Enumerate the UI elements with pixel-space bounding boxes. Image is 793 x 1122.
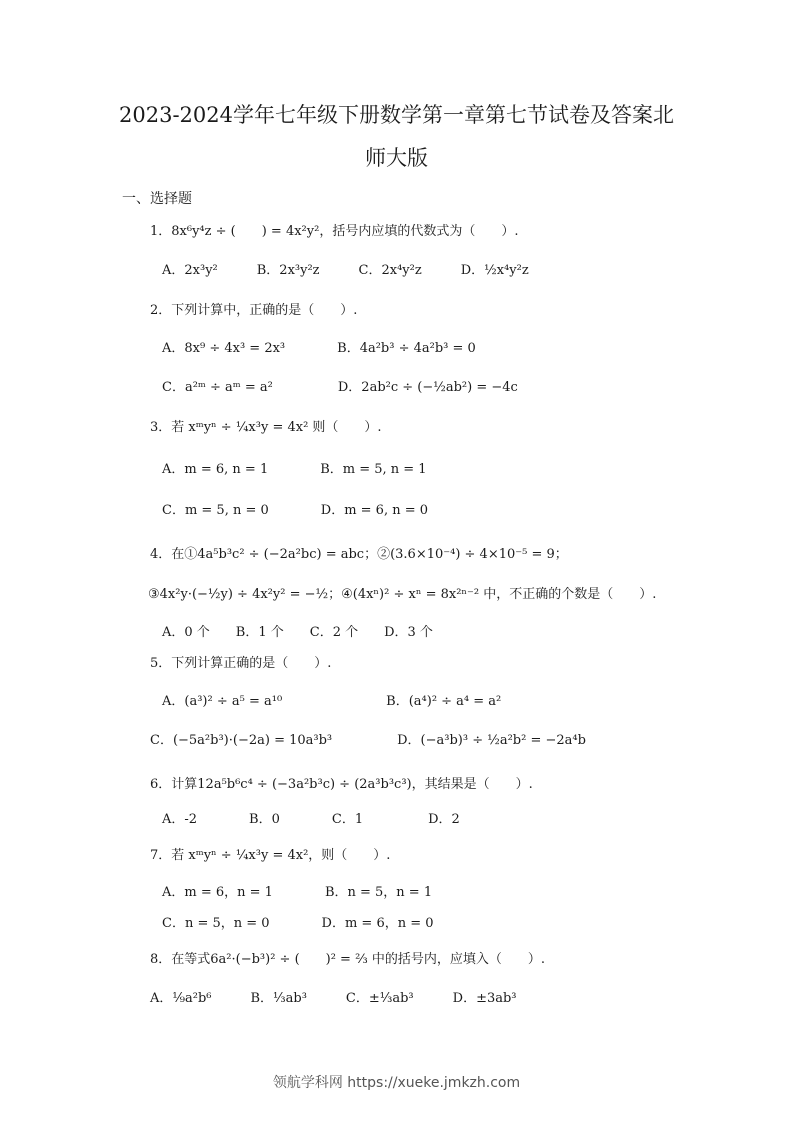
question-8-options: A．⅑a²b⁶ B．⅓ab³ C．±⅓ab³ D．±3ab³: [150, 991, 517, 1006]
question-3-stem: 3．若 xᵐyⁿ ÷ ¼x³y = 4x² 则（ ）.: [150, 420, 382, 435]
question-7-options-row1: A．m = 6，n = 1 B．n = 5，n = 1: [162, 885, 433, 900]
question-4-stem-line2: ③4x²y·(−½y) ÷ 4x²y² = −½；④(4xⁿ)² ÷ xⁿ = 8x²ⁿ⁻² 中，不正确的个数是（ ）.: [148, 587, 657, 602]
question-8-stem: 8．在等式6a²·(−b³)² ÷ ( )² = ⅔ 中的括号内，应填入（ ）.: [150, 952, 545, 967]
section-heading: 一、选择题: [122, 191, 192, 207]
question-6-options: A．-2 B．0 C．1 D．2: [162, 812, 460, 827]
question-7-options-row2: C．n = 5，n = 0 D．m = 6，n = 0: [162, 916, 434, 931]
question-4-options: A．0 个 B．1 个 C．2 个 D．3 个: [162, 625, 433, 640]
question-2-options-row2: C．a²ᵐ ÷ aᵐ = a² D．2ab²c ÷ (−½ab²) = −4c: [162, 380, 518, 395]
question-5-options-row2: C．(−5a²b³)·(−2a) = 10a³b³ D．(−a³b)³ ÷ ½a²b² = −2a⁴b: [150, 733, 586, 748]
document-title-line1: 2023-2024学年七年级下册数学第一章第七节试卷及答案北: [119, 103, 674, 127]
question-1-stem: 1．8x⁶y⁴z ÷ ( ) = 4x²y²，括号内应填的代数式为（ ）.: [150, 224, 519, 239]
question-5-options-row1: A．(a³)² ÷ a⁵ = a¹⁰ B．(a⁴)² ÷ a⁴ = a²: [162, 694, 502, 709]
document-title-line2: 师大版: [365, 146, 428, 170]
question-4-stem-line1: 4．在①4a⁵b³c² ÷ (−2a²bc) = abc；②(3.6×10⁻⁴) ÷ 4×10⁻⁵ = 9；: [150, 547, 568, 562]
question-7-stem: 7．若 xᵐyⁿ ÷ ¼x³y = 4x²，则（ ）.: [150, 848, 391, 863]
question-3-options-row1: A．m = 6, n = 1 B．m = 5, n = 1: [162, 462, 427, 477]
question-2-options-row1: A．8x⁹ ÷ 4x³ = 2x³ B．4a²b³ ÷ 4a²b³ = 0: [162, 341, 476, 356]
question-1-options: A．2x³y² B．2x³y²z C．2x⁴y²z D．½x⁴y²z: [162, 263, 529, 278]
question-6-stem: 6．计算12a⁵b⁶c⁴ ÷ (−3a²b³c) ÷ (2a³b³c³)，其结果是（ ）.: [150, 777, 533, 792]
footer-watermark: 领航学科网 https://xueke.jmkzh.com: [272, 1075, 521, 1091]
question-5-stem: 5．下列计算正确的是（ ）.: [150, 656, 332, 671]
question-3-options-row2: C．m = 5, n = 0 D．m = 6, n = 0: [162, 503, 429, 518]
question-2-stem: 2．下列计算中，正确的是（ ）.: [150, 303, 358, 318]
